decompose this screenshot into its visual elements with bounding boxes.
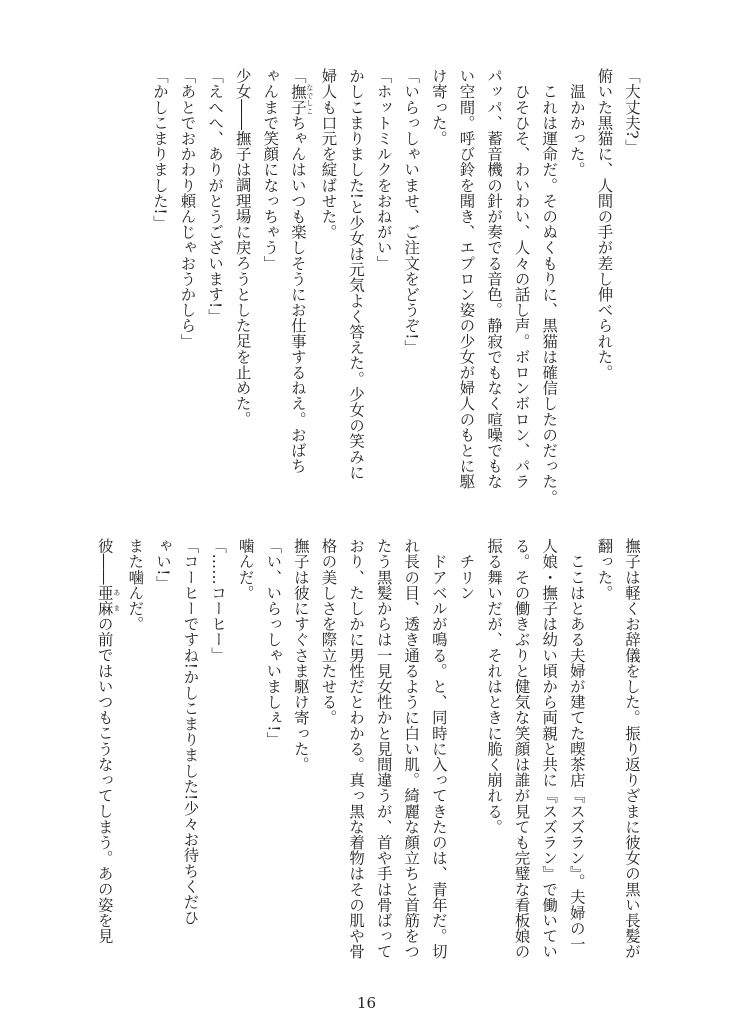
text-line: 「かしこまりました!」 [150, 68, 169, 231]
ruby-annotation [288, 83, 314, 115]
text-segment: ちゃんはいつも楽しそうにお仕事するねえ。おばち [288, 114, 307, 474]
text-line: ドアベルが鳴る。と、同時に入ってきたのは、青年だ。切 [429, 538, 448, 960]
text-line: ひそひそ、わいわい、人々の話し声。ボロンボロン、パラ [512, 68, 531, 490]
text-line: い空間。呼び鈴を聞き、エプロン姿の少女が婦人のもとに駆 [457, 68, 476, 490]
text-line: ゃい!」 [153, 538, 172, 592]
ruby-annotation [95, 584, 121, 616]
ruby-text: なでしこ [305, 83, 314, 115]
text-line: 婦人も口元を綻ばせた。 [319, 68, 338, 240]
ruby-base: 撫子 [288, 83, 307, 115]
text-segment: 「 [288, 68, 307, 84]
text-line: 格の美しさを際立たせる。 [319, 538, 338, 726]
text-line: 噛んだ。 [236, 538, 255, 601]
text-line: たう黒髪からは一見女性かと見間違うが、首や手は骨ばって [374, 538, 393, 960]
text-line: 「ホットミルクをおねがい」 [374, 68, 393, 271]
text-line: おり、たしかに男性だとわかる。真っ黒な着物はその肌や骨 [347, 538, 366, 960]
text-line: れ長の目、透き通るように白い肌。綺麗な顔立ちと首筋をつ [402, 538, 421, 960]
text-line: る。その働きぶりと健気な笑顔は誰が見ても完璧な看板娘の [512, 538, 531, 960]
text-line: 「い、いらっしゃいましぇ!」 [264, 538, 283, 748]
text-line: ゃんまで笑顔になっちゃう」 [261, 68, 280, 271]
text-line: パッパ、蓄音機の針が奏でる音色。静寂でもなく喧噪でもな [485, 68, 504, 490]
text-line: 振る舞いだが、それはときに脆く崩れる。 [485, 538, 504, 835]
text-line: 「いらっしゃいませ、ご注文をどうぞ!」 [402, 68, 421, 356]
text-line: 「大丈夫?」 [623, 68, 641, 155]
ruby-base: 亜麻 [95, 584, 114, 616]
text-line: 翻った。 [595, 538, 614, 601]
page-number: 16 [356, 994, 377, 1012]
text-line: 撫子は軽くお辞儀をした。振り返りざまに彼女の黒い長髪が [623, 538, 641, 960]
text-line: かしこまりました!と少女は元気よく答えた。少女の笑みに [347, 68, 366, 480]
ruby-text: あま [112, 584, 121, 616]
text-line: ここはとある夫婦が建てた喫茶店『スズラン』。夫婦の一 [567, 538, 586, 952]
text-line: 少女――撫子は調理場に戻ろうとした足を止めた。 [233, 68, 252, 427]
text-line: 「……コーヒー」 [209, 538, 228, 663]
text-line: チリン [457, 538, 476, 601]
text-line: また噛んだ。 [126, 538, 145, 632]
text-line: 撫子は彼にすぐさま駆け寄った。 [291, 538, 310, 772]
text-line: 「あとでおかわり頼んじゃおうかしら」 [178, 68, 197, 349]
text-block-top [145, 68, 645, 508]
text-line: これは運命だ。そのぬくもりに、黒猫は確信したのだった。 [540, 68, 559, 505]
text-line: 「コーヒーですね!かしこまりました!少々お待ちくだひ [181, 538, 200, 926]
text-line [283, 68, 314, 508]
text-line: け寄った。 [429, 68, 448, 146]
text-line: 「えへへ、ありがとうございます!」 [206, 68, 225, 324]
text-block-bottom [90, 538, 645, 978]
text-segment: の前ではいつもこうなってしまう。あの姿を見 [95, 615, 114, 944]
text-line [90, 538, 121, 978]
text-line: 温かかった。 [567, 68, 586, 178]
text-segment: 彼―― [95, 538, 114, 585]
text-line: 人娘・撫子は幼い頃から両親と共に『スズラン』で働いてい [540, 538, 559, 960]
text-line: 俯いた黒猫に、人間の手が差し伸べられた。 [595, 68, 614, 380]
